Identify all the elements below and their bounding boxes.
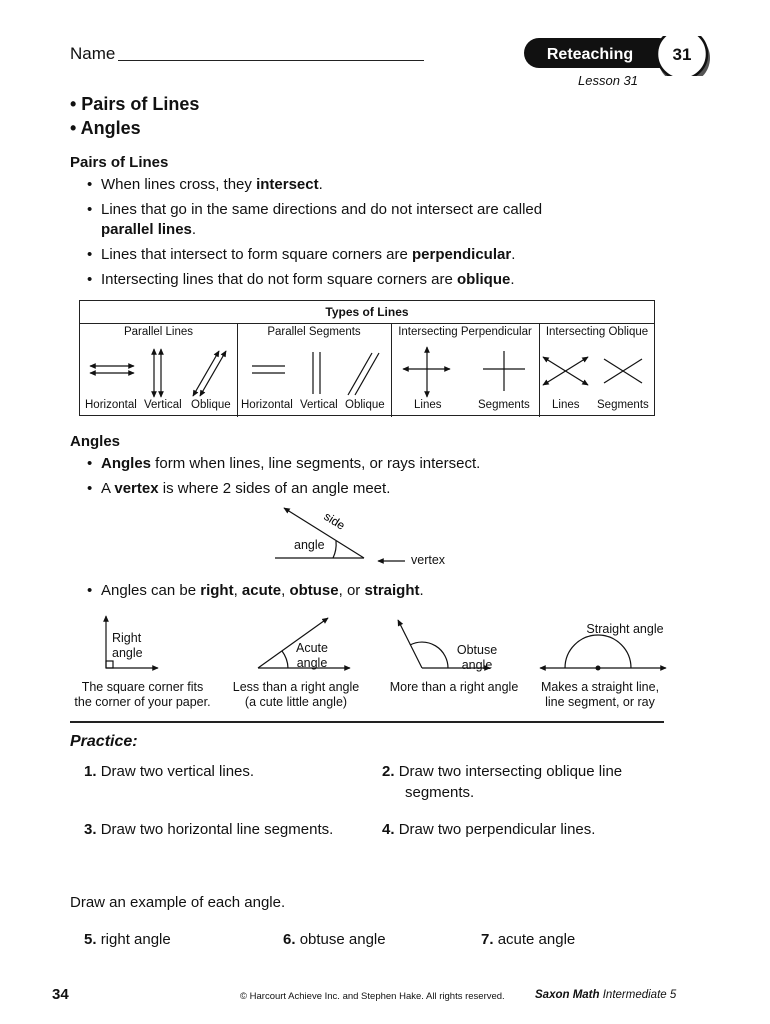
question-number: 3. (84, 821, 97, 838)
bullet-text: Angles can be (101, 582, 201, 599)
pairs-heading: Pairs of Lines (70, 154, 169, 171)
angles-bullet-2: • A vertex is where 2 sides of an angle meet. (87, 480, 391, 497)
bullet-bold: acute (241, 582, 282, 599)
practice-q3 (84, 819, 333, 840)
book-title-bold: Saxon Math (535, 989, 600, 1001)
label-line: angle (112, 646, 143, 660)
label-lines: Lines (414, 399, 442, 411)
label-segments: Segments (597, 399, 649, 411)
straight-angle-label: Straight angle (586, 622, 664, 636)
table-title: Types of Lines (80, 301, 654, 324)
pairs-bullet-4: • Intersecting lines that do not form square corners are oblique. (87, 271, 515, 288)
page-title (70, 92, 199, 140)
label-line: angle (296, 656, 328, 670)
obtuse-angle-ray (398, 620, 422, 668)
bullet-text: When lines cross, they (101, 176, 257, 193)
bullet-bold: vertex (114, 480, 159, 497)
bullet-text: or (346, 582, 365, 599)
bullet-bold: right (200, 582, 234, 599)
group-intersecting-perpendicular: Intersecting Perpendicular (398, 326, 532, 338)
book-title-rest: Intermediate 5 (599, 989, 677, 1001)
pairs-bullet-3: • Lines that intersect to form square corners are perpendicular. (87, 246, 516, 263)
obtuse-angle-label (447, 643, 507, 673)
angle-arc (333, 541, 336, 558)
right-angle-label (112, 631, 172, 661)
bullet-text: is where 2 sides of an angle meet. (158, 480, 391, 497)
parallel-oblique-line (200, 351, 226, 396)
bullet-text: , (281, 582, 290, 599)
vertex-label: vertex (411, 553, 446, 567)
book-title (535, 989, 676, 1001)
lesson-label: Lesson 31 (578, 73, 638, 88)
angles-bullet-1: • Angles form when lines, line segments, or rays intersect. (87, 455, 481, 472)
line-type-figures (80, 339, 655, 399)
bullet-text: Lines that intersect to form square corners are (101, 246, 412, 263)
practice-q2 (382, 761, 622, 803)
label-oblique: Oblique (191, 399, 231, 411)
label-line: Acute (296, 641, 328, 655)
label-oblique: Oblique (345, 399, 385, 411)
bullet-text: . (318, 176, 323, 193)
question-number: 7. (481, 931, 494, 948)
label-horizontal: Horizontal (85, 399, 137, 411)
straight-angle-caption (530, 680, 670, 710)
section-divider (70, 721, 664, 723)
caption-line: Less than a right angle (232, 680, 360, 694)
types-of-lines-table (79, 300, 655, 416)
bullet-bold: straight (364, 582, 420, 599)
question-text: Draw two vertical lines. (100, 763, 255, 780)
bullet-text: . (419, 582, 424, 599)
pairs-bullet-2: • Lines that go in the same directions and do not intersect are called parallel lines. (87, 201, 543, 238)
angles-bullet-3: • Angles can be right, acute, obtuse, or straight. (87, 582, 424, 599)
caption-line: the corner of your paper. (74, 695, 211, 709)
caption-line: The square corner fits (81, 680, 204, 694)
caption-line: (a cute little angle) (244, 695, 348, 709)
title-line-1: • Pairs of Lines (70, 94, 200, 114)
bullet-text: , (233, 582, 242, 599)
question-text: right angle (100, 931, 171, 948)
practice-q7 (481, 929, 575, 950)
practice-q4 (382, 819, 595, 840)
practice-q1 (84, 761, 254, 782)
bullet-text: form when lines, line segments, or rays intersect. (151, 455, 481, 472)
acute-angle-label (282, 641, 342, 671)
draw-prompt: Draw an example of each angle. (70, 894, 286, 911)
label-line: Right (112, 631, 142, 645)
question-text: Draw two intersecting oblique line (398, 763, 623, 780)
caption-line: Makes a straight line, (540, 680, 660, 694)
obtuse-angle-caption (380, 680, 528, 695)
group-parallel-lines: Parallel Lines (123, 326, 194, 338)
question-text: segments. (405, 784, 475, 801)
bullet-bold: intersect (256, 176, 319, 193)
question-text: acute angle (497, 931, 576, 948)
question-number: 1. (84, 763, 97, 780)
label-line: Obtuse (456, 643, 498, 657)
angles-heading: Angles (70, 433, 121, 450)
parallel-oblique-segment (355, 353, 379, 395)
name-label: Name (70, 44, 116, 63)
label-line: angle (461, 658, 493, 672)
side-label: side (321, 509, 348, 533)
acute-angle-caption (226, 680, 366, 710)
name-input-line[interactable] (118, 60, 424, 61)
bullet-bold: oblique (457, 271, 511, 288)
page-number: 34 (52, 986, 69, 1003)
bullet-bold: parallel lines (101, 221, 192, 238)
group-parallel-segments: Parallel Segments (267, 326, 361, 338)
title-line-2: • Angles (70, 118, 141, 138)
bullet-text: Intersecting lines that do not form square corners are (101, 271, 458, 288)
right-angle-caption (60, 680, 225, 710)
question-text: obtuse angle (299, 931, 386, 948)
badge-label: Reteaching (546, 46, 634, 63)
bullet-bold: perpendicular (411, 246, 512, 263)
bullet-bold: obtuse (289, 582, 339, 599)
question-number: 2. (382, 763, 395, 780)
bullet-bold: Angles (101, 455, 152, 472)
bullet-text: , (338, 582, 347, 599)
straight-angle-arc (565, 635, 631, 668)
group-intersecting-oblique: Intersecting Oblique (545, 326, 649, 338)
straight-angle-vertex (596, 666, 601, 671)
bullet-text: A (101, 480, 115, 497)
question-text: Draw two perpendicular lines. (398, 821, 596, 838)
label-lines: Lines (552, 399, 580, 411)
reteaching-badge (524, 36, 714, 76)
practice-heading: Practice: (70, 733, 138, 750)
question-number: 5. (84, 931, 97, 948)
question-text: Draw two horizontal line segments. (100, 821, 334, 838)
practice-q6 (283, 929, 386, 950)
caption-line: line segment, or ray (545, 695, 655, 709)
badge-number: 31 (672, 45, 692, 64)
caption-line: More than a right angle (389, 680, 519, 694)
label-segments: Segments (478, 399, 530, 411)
label-horizontal: Horizontal (241, 399, 293, 411)
pairs-bullet-1: • When lines cross, they intersect. (87, 176, 323, 193)
parallel-oblique-segment (348, 353, 372, 395)
bullet-text: . (511, 246, 516, 263)
copyright: © Harcourt Achieve Inc. and Stephen Hake. All rights reserved. (240, 991, 505, 1002)
right-angle-marker (106, 661, 113, 668)
question-number: 6. (283, 931, 296, 948)
practice-q5 (84, 929, 171, 950)
bullet-text: . (510, 271, 515, 288)
bullet-text: . (191, 221, 197, 238)
label-vertical: Vertical (300, 399, 338, 411)
label-vertical: Vertical (144, 399, 182, 411)
question-number: 4. (382, 821, 395, 838)
bullet-text: Lines that go in the same directions and do not intersect are called (101, 201, 543, 218)
parallel-oblique-line (193, 351, 219, 396)
angle-label: angle (294, 538, 325, 552)
